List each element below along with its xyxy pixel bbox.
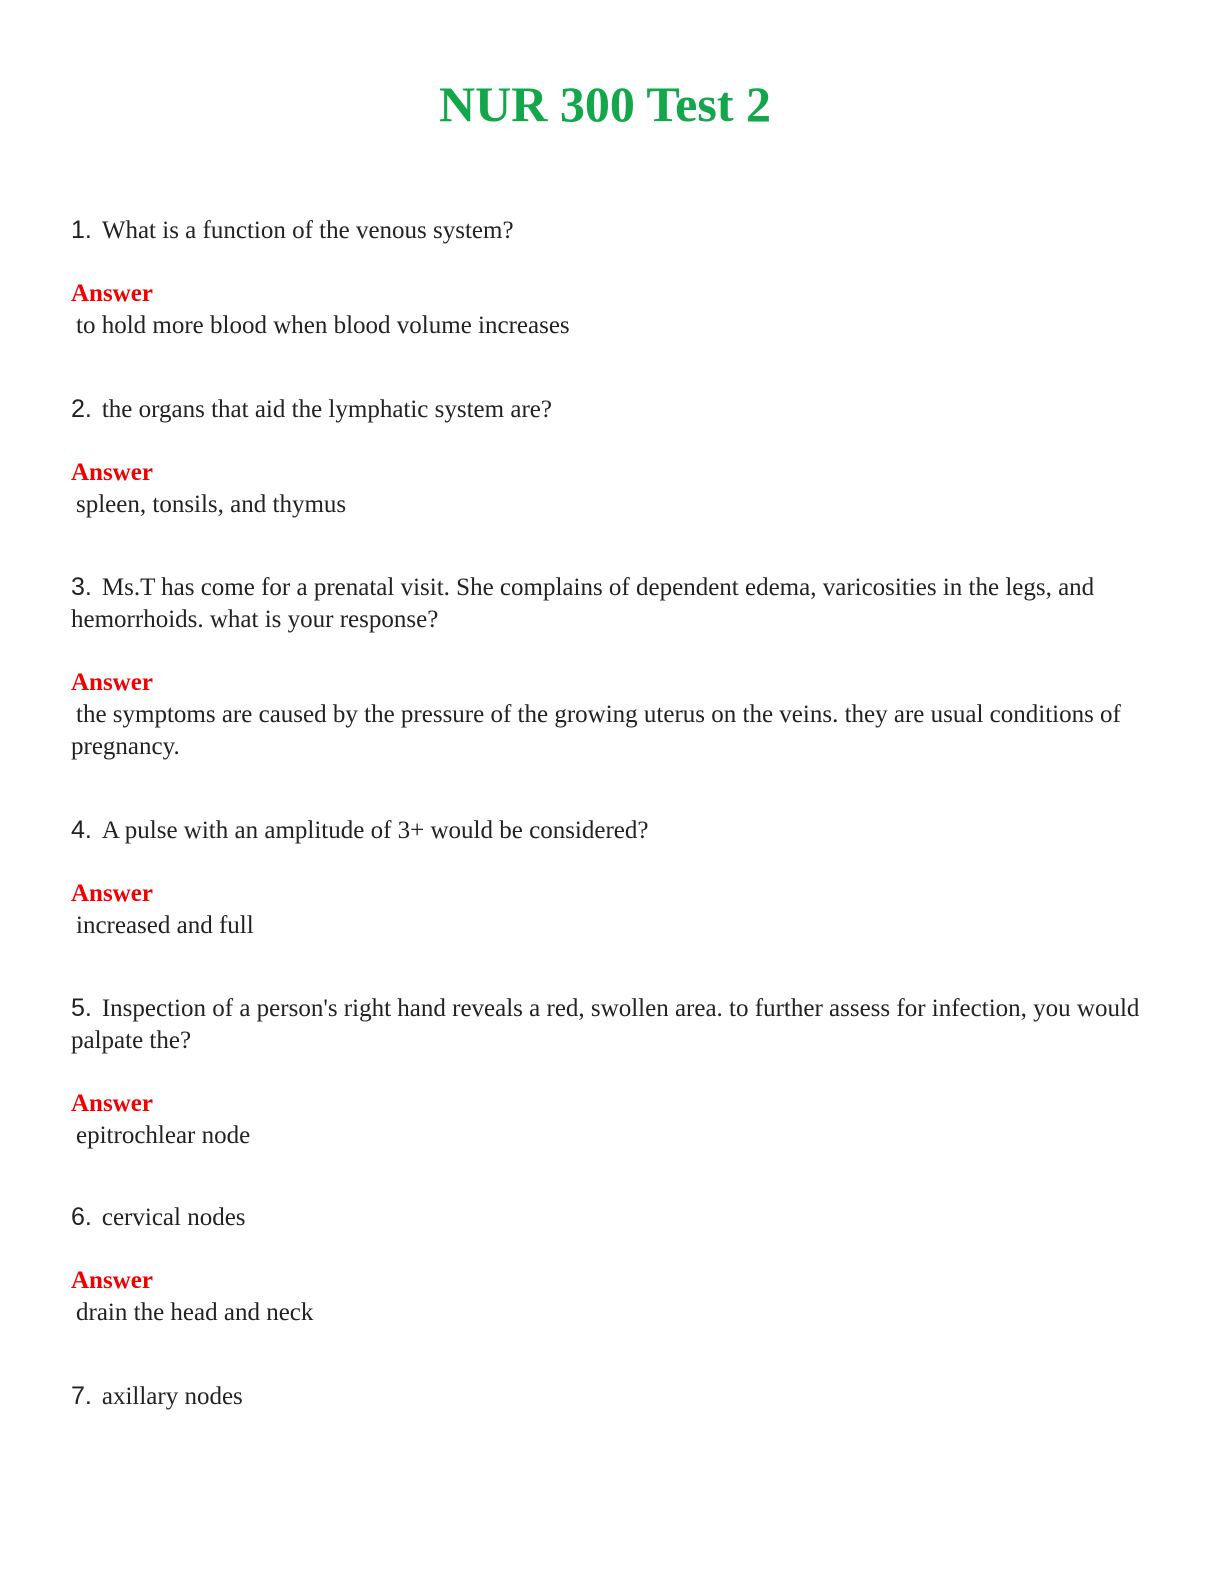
question-block-1 bbox=[71, 214, 1151, 342]
answer-label: Answer bbox=[71, 669, 153, 696]
answer-text: spleen, tonsils, and thymus bbox=[76, 491, 347, 518]
question-block-5 bbox=[71, 992, 1151, 1152]
question-number: 2. bbox=[71, 395, 92, 423]
answer-text: drain the head and neck bbox=[76, 1299, 314, 1326]
question-number: 6. bbox=[71, 1203, 92, 1231]
question-block-3 bbox=[71, 571, 1151, 763]
question-block-4 bbox=[71, 814, 1151, 942]
answer-label: Answer bbox=[71, 280, 153, 307]
question-text: What is a function of the venous system? bbox=[101, 217, 514, 244]
question-text: axillary nodes bbox=[101, 1383, 243, 1410]
answer-text: the symptoms are caused by the pressure of the growing uterus on the veins. they are usual conditions of pregnancy. bbox=[71, 701, 1121, 760]
question-block-6 bbox=[71, 1201, 1151, 1329]
question-text: the organs that aid the lymphatic system are? bbox=[101, 396, 552, 423]
question-number: 5. bbox=[71, 994, 92, 1022]
page-title: NUR 300 Test 2 bbox=[439, 76, 771, 132]
answer-label: Answer bbox=[71, 1267, 153, 1294]
question-number: 3. bbox=[71, 573, 92, 601]
question-text: Inspection of a person's right hand reveals a red, swollen area. to further assess for infection, you would palpate the? bbox=[71, 995, 1140, 1054]
answer-label: Answer bbox=[71, 1090, 153, 1117]
question-text: cervical nodes bbox=[101, 1204, 246, 1231]
question-text: Ms.T has come for a prenatal visit. She complains of dependent edema, varicosities in the legs, and hemorrhoids. what is your response? bbox=[71, 574, 1095, 633]
answer-label: Answer bbox=[71, 459, 153, 486]
question-7 bbox=[71, 1380, 1151, 1413]
question-block-7 bbox=[71, 1380, 1151, 1413]
question-text: A pulse with an amplitude of 3+ would be considered? bbox=[101, 817, 649, 844]
question-4 bbox=[71, 814, 1151, 847]
question-block-2 bbox=[71, 393, 1151, 521]
question-6 bbox=[71, 1201, 1151, 1234]
question-number: 1. bbox=[71, 216, 92, 244]
question-number: 7. bbox=[71, 1382, 92, 1410]
question-5 bbox=[71, 992, 1151, 1057]
question-1 bbox=[71, 214, 1151, 247]
question-2 bbox=[71, 393, 1151, 426]
answer-text: increased and full bbox=[76, 912, 254, 939]
answer-label: Answer bbox=[71, 880, 153, 907]
answer-text: to hold more blood when blood volume increases bbox=[76, 312, 570, 339]
question-number: 4. bbox=[71, 816, 92, 844]
question-3 bbox=[71, 571, 1151, 636]
answer-text: epitrochlear node bbox=[76, 1122, 251, 1149]
